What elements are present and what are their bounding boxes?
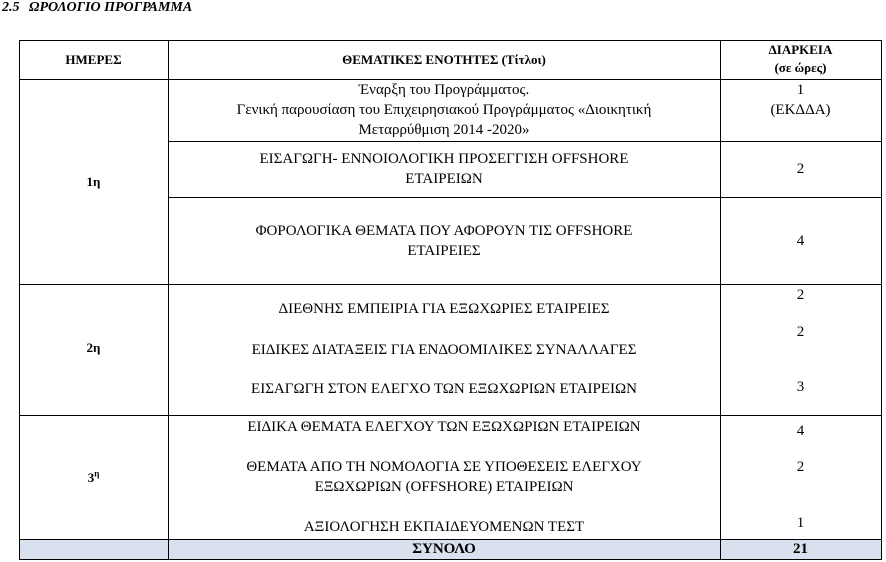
topic-text: ΑΞΙΟΛΟΓΗΣΗ ΕΚΠΑΙΔΕΥΟΜΕΝΩΝ ΤΕΣΤ [303,519,585,535]
topic-text: ΔΙΕΘΝΗΣ ΕΜΠΕΙΡΙΑ ΓΙΑ ΕΞΩΧΩΡΙΕΣ ΕΤΑΙΡΕΙΕΣ [278,301,610,317]
hours-cell [720,80,881,120]
header-duration [720,41,881,77]
hours-value: 4 [796,423,805,439]
header-duration-line1: ΔΙΑΡΚΕΙΑ [768,42,833,57]
topic-text: ΕΙΣΑΓΩΓΗ- ΕΝΝΟΙΟΛΟΓΙΚΗ ΠΡΟΣΕΓΓΙΣΗ OFFSHORE [259,151,629,167]
hours-value: 4 [796,233,805,249]
section-number: 2.5 [2,0,20,15]
day-label-2: 2η [86,340,101,355]
header-duration-line2: (σε ώρες) [774,60,827,75]
table-row [168,457,720,497]
topic-text: ΦΟΡΟΛΟΓΙΚΑ ΘΕΜΑΤΑ ΠΟΥ ΑΦΟΡΟΥΝ ΤΙΣ OFFSHORE [255,223,633,239]
table-row [168,221,720,261]
topic-text: ΕΤΑΙΡΕΙΩΝ [405,171,483,187]
hours-note: (ΕΚΔΔΑ) [770,102,831,118]
topic-text: ΕΙΣΑΓΩΓΗ ΣΤΟΝ ΕΛΕΓΧΟ ΤΩΝ ΕΞΩΧΩΡΙΩΝ ΕΤΑΙΡΕΙΩΝ [251,381,637,397]
header-days: ΗΜΕΡΕΣ [65,52,122,67]
header-topics: ΘΕΜΑΤΙΚΕΣ ΕΝΟΤΗΤΕΣ (Τίτλοι) [342,52,546,67]
topic-text: ΘΕΜΑΤΑ ΑΠΟ ΤΗ ΝΟΜΟΛΟΓΙΑ ΣΕ ΥΠΟΘΕΣΕΙΣ ΕΛΕΓΧΟΥ [246,459,642,475]
topic-text: Έναρξη του Προγράμματος. [358,82,530,98]
topic-text: ΕΙΔΙΚΕΣ ΔΙΑΤΑΞΕΙΣ ΓΙΑ ΕΝΔΟΟΜΙΛΙΚΕΣ ΣΥΝΑΛΛΑΓΕΣ [251,342,637,358]
table-row [168,149,720,189]
hours-value: 3 [796,379,805,395]
topic-text: ΕΙΔΙΚΑ ΘΕΜΑΤΑ ΕΛΕΓΧΟΥ ΤΩΝ ΕΞΩΧΩΡΙΩΝ ΕΤΑΙΡΕΙΩΝ [247,419,641,435]
hours-value: 1 [796,515,805,531]
topic-text: Γενική παρουσίαση του Επιχειρησιακού Προγράμματος «Διοικητική [236,102,652,118]
day-label-1: 1η [86,174,101,189]
topic-text: Μεταρρύθμιση 2014 -2020» [358,122,530,138]
day-label-3-sup: η [94,468,100,479]
total-label: ΣΥΝΟΛΟ [412,541,476,557]
section-title: ΩΡΟΛΟΓΙΟ ΠΡΟΓΡΑΜΜΑ [29,0,193,15]
topic-text: ΕΤΑΙΡΕΙΕΣ [407,243,481,259]
table-row [168,80,720,140]
hours-value: 2 [796,161,805,177]
hours-value: 1 [796,82,805,98]
hours-value: 2 [796,459,805,475]
day-label-3 [19,468,168,488]
day-label-3-num: 3 [87,470,95,485]
hours-value: 2 [796,324,805,340]
total-hours: 21 [793,541,808,557]
hours-value: 2 [796,287,805,303]
topic-text: ΕΞΩΧΩΡΙΩΝ (OFFSHORE) ΕΤΑΙΡΕΙΩΝ [314,479,574,495]
